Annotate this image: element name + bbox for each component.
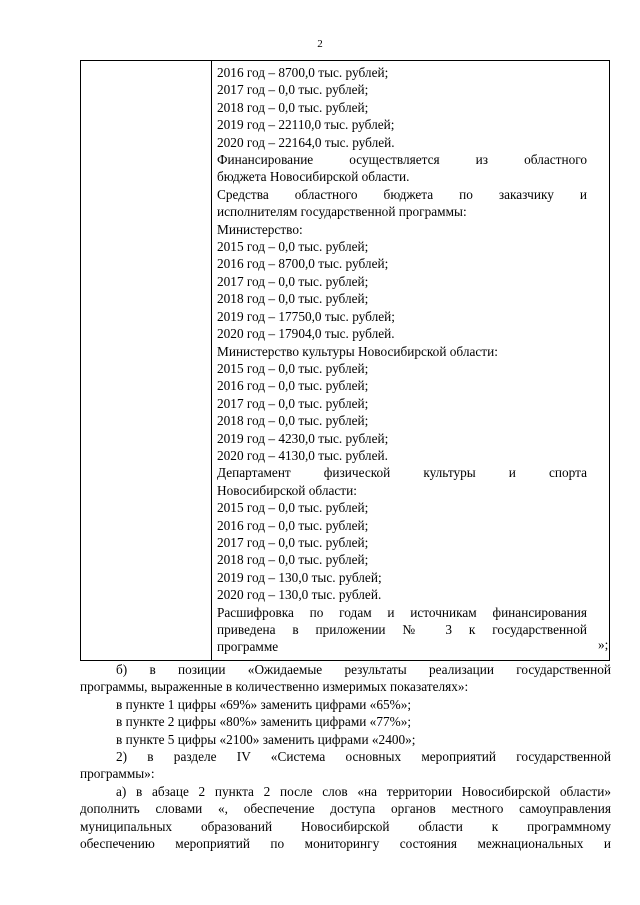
paragraph-b: программы, выраженные в количественно измеримых показателях»: bbox=[80, 679, 469, 695]
sport-department-label: Новосибирской области: bbox=[217, 482, 357, 498]
year-line: 2015 год – 0,0 тыс. рублей; bbox=[217, 239, 369, 255]
financing-source-text: бюджета Новосибирской области. bbox=[217, 169, 410, 185]
list-item: в пункте 1 цифры «69%» заменить цифрами «65%»; bbox=[116, 696, 412, 712]
year-line: 2015 год – 0,0 тыс. рублей; bbox=[217, 360, 369, 376]
paragraph-b: б) в позиции «Ожидаемые результаты реализации государственной bbox=[116, 662, 611, 677]
paragraph-a: муниципальных образований Новосибирской области к программному bbox=[80, 818, 611, 834]
paragraph-2: 2) в разделе IV «Система основных мероприятий государственной bbox=[116, 749, 611, 765]
year-line: 2018 год – 0,0 тыс. рублей; bbox=[217, 413, 369, 429]
amendment-text bbox=[80, 661, 611, 852]
financing-cell bbox=[217, 64, 587, 656]
year-line: 2017 год – 0,0 тыс. рублей; bbox=[217, 395, 369, 411]
year-line: 2019 год – 17750,0 тыс. рублей; bbox=[217, 308, 395, 324]
sport-department-label: Департамент физической культуры и спорта bbox=[217, 465, 587, 481]
year-line: 2016 год – 8700,0 тыс. рублей; bbox=[217, 65, 389, 80]
culture-ministry-label: Министерство культуры Новосибирской области: bbox=[217, 343, 498, 359]
year-line: 2020 год – 130,0 тыс. рублей. bbox=[217, 587, 382, 603]
funds-by-customer-text: Средства областного бюджета по заказчику и bbox=[217, 186, 587, 202]
decode-note: Расшифровка по годам и источникам финансирования bbox=[217, 604, 587, 620]
financing-source-text: Финансирование осуществляется из областного bbox=[217, 152, 587, 168]
year-line: 2020 год – 4130,0 тыс. рублей. bbox=[217, 447, 388, 463]
ministry-label: Министерство: bbox=[217, 221, 303, 237]
year-line: 2019 год – 22110,0 тыс. рублей; bbox=[217, 117, 395, 133]
year-line: 2016 год – 0,0 тыс. рублей; bbox=[217, 378, 369, 394]
year-line: 2017 год – 0,0 тыс. рублей; bbox=[217, 273, 369, 289]
year-line: 2017 год – 0,0 тыс. рублей; bbox=[217, 82, 369, 98]
list-item: в пункте 5 цифры «2100» заменить цифрами «2400»; bbox=[116, 731, 416, 747]
decode-note: приведена в приложении № 3 к государственной bbox=[217, 622, 587, 637]
year-line: 2020 год – 22164,0 тыс. рублей. bbox=[217, 134, 395, 150]
decode-note: программе bbox=[217, 639, 279, 655]
paragraph-2: программы»: bbox=[80, 766, 155, 782]
page-number: 2 bbox=[317, 38, 323, 50]
year-line: 2017 год – 0,0 тыс. рублей; bbox=[217, 534, 369, 550]
year-line: 2018 год – 0,0 тыс. рублей; bbox=[217, 291, 369, 307]
paragraph-a: дополнить словами «, обеспечение доступа органов местного самоуправления bbox=[80, 801, 611, 817]
closing-quote: »; bbox=[598, 637, 609, 652]
paragraph-a: обеспечению мероприятий по мониторингу состояния межнациональных и bbox=[80, 836, 611, 852]
year-line: 2016 год – 0,0 тыс. рублей; bbox=[217, 517, 369, 533]
year-line: 2020 год – 17904,0 тыс. рублей. bbox=[217, 326, 395, 342]
year-line: 2016 год – 8700,0 тыс. рублей; bbox=[217, 256, 389, 272]
year-line: 2018 год – 0,0 тыс. рублей; bbox=[217, 99, 369, 115]
list-item: в пункте 2 цифры «80%» заменить цифрами «77%»; bbox=[116, 714, 412, 730]
table-column-divider bbox=[211, 60, 212, 661]
year-line: 2019 год – 130,0 тыс. рублей; bbox=[217, 569, 382, 585]
funds-by-customer-text: исполнителям государственной программы: bbox=[217, 204, 467, 220]
year-line: 2015 год – 0,0 тыс. рублей; bbox=[217, 500, 369, 516]
paragraph-a: а) в абзаце 2 пункта 2 после слов «на территории Новосибирской области» bbox=[116, 783, 611, 799]
year-line: 2019 год – 4230,0 тыс. рублей; bbox=[217, 430, 389, 446]
program-passport-table bbox=[80, 60, 610, 661]
year-line: 2018 год – 0,0 тыс. рублей; bbox=[217, 552, 369, 568]
